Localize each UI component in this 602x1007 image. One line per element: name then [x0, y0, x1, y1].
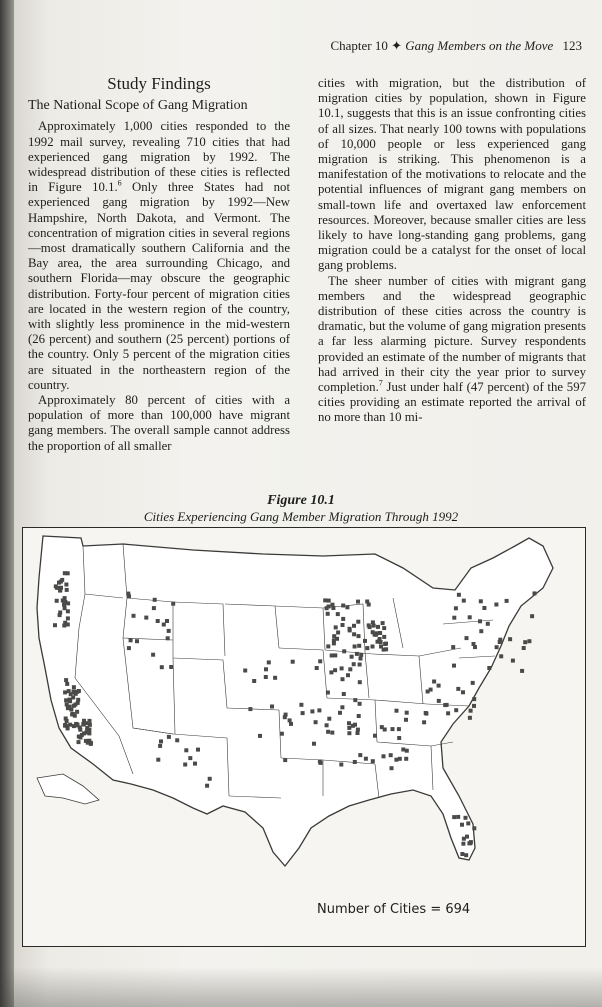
city-marker [330, 654, 334, 658]
city-marker [353, 723, 357, 727]
city-marker [333, 668, 337, 672]
city-marker [472, 826, 476, 830]
city-marker [394, 758, 398, 762]
city-marker [252, 679, 256, 683]
city-marker [527, 639, 531, 643]
city-marker [359, 653, 363, 657]
city-marker [487, 666, 491, 670]
city-marker [401, 748, 405, 752]
city-marker [55, 599, 59, 603]
city-marker [356, 600, 360, 604]
city-marker [472, 704, 476, 708]
city-marker [382, 626, 386, 630]
city-marker [273, 676, 277, 680]
paragraph [28, 393, 290, 454]
city-marker [347, 731, 351, 735]
city-marker [196, 748, 200, 752]
paragraph [318, 76, 586, 274]
city-marker [469, 840, 473, 844]
city-marker [171, 602, 175, 606]
city-marker [326, 644, 330, 648]
city-marker [258, 734, 262, 738]
city-marker [64, 678, 68, 682]
figure-caption: Cities Experiencing Gang Member Migration Through 1992 [143, 509, 459, 524]
city-marker [523, 640, 527, 644]
city-marker [460, 852, 464, 856]
city-marker [358, 753, 362, 757]
city-marker [505, 599, 509, 603]
city-marker [77, 740, 81, 744]
city-marker [291, 660, 295, 664]
city-marker [468, 615, 472, 619]
paragraph [318, 274, 586, 426]
city-marker [65, 682, 69, 686]
city-marker [86, 741, 90, 745]
city-marker [472, 697, 476, 701]
subsection-title: The National Scope of Gang Migration [28, 98, 248, 114]
city-marker [446, 711, 450, 715]
city-marker [364, 757, 368, 761]
city-marker [318, 659, 322, 663]
city-marker [326, 730, 330, 734]
page-number: 123 [562, 38, 582, 53]
city-marker [404, 718, 408, 722]
city-marker [347, 726, 351, 730]
city-marker [357, 714, 361, 718]
city-marker [310, 709, 314, 713]
city-marker [353, 698, 357, 702]
city-marker [466, 821, 470, 825]
city-marker [495, 645, 499, 649]
city-marker [323, 598, 327, 602]
city-marker [464, 853, 468, 857]
city-marker [62, 603, 66, 607]
count-value: 694 [445, 902, 471, 917]
city-marker [486, 622, 490, 626]
city-marker [452, 616, 456, 620]
city-marker [81, 722, 85, 726]
city-marker [66, 706, 70, 710]
city-marker [345, 605, 349, 609]
city-marker [288, 718, 292, 722]
city-marker [462, 837, 466, 841]
city-marker [162, 623, 166, 627]
city-marker [424, 711, 428, 715]
city-marker [339, 763, 343, 767]
city-marker [165, 619, 169, 623]
city-marker [382, 635, 386, 639]
city-marker [62, 624, 66, 628]
city-marker [208, 777, 212, 781]
city-marker [357, 634, 361, 638]
city-marker [461, 842, 465, 846]
count-text: Number of Cities [317, 902, 427, 917]
city-marker [346, 673, 350, 677]
city-marker [348, 627, 352, 631]
city-marker [243, 669, 247, 673]
city-marker [508, 637, 512, 641]
figure-title: Figure 10.1 [267, 493, 335, 508]
section-title: Study Findings [107, 74, 211, 93]
city-marker [66, 616, 70, 620]
city-marker [336, 612, 340, 616]
city-marker [152, 606, 156, 610]
city-marker [352, 662, 356, 666]
city-marker [135, 639, 139, 643]
city-marker [158, 744, 162, 748]
city-marker [342, 692, 346, 696]
city-marker [54, 584, 58, 588]
city-marker [363, 639, 367, 643]
city-marker [494, 603, 498, 607]
city-marker [367, 603, 371, 607]
city-marker [352, 624, 356, 628]
city-marker [405, 711, 409, 715]
city-marker [73, 714, 77, 718]
city-marker [498, 640, 502, 644]
city-marker [499, 654, 503, 658]
city-marker [183, 763, 187, 767]
city-marker [341, 623, 345, 627]
city-marker [331, 603, 335, 607]
city-marker [352, 632, 356, 636]
city-marker [333, 653, 337, 657]
hawaii-inset [37, 774, 99, 804]
running-head [330, 38, 582, 54]
city-marker [65, 588, 69, 592]
city-marker [378, 631, 382, 635]
city-marker [390, 766, 394, 770]
city-marker [368, 625, 372, 629]
city-marker [452, 664, 456, 668]
city-marker [468, 716, 472, 720]
city-marker [389, 753, 393, 757]
city-marker [64, 717, 68, 721]
city-marker [64, 583, 68, 587]
city-marker [520, 669, 524, 673]
city-marker [175, 738, 179, 742]
us-map [23, 528, 585, 946]
city-marker [327, 605, 331, 609]
city-marker [336, 631, 340, 635]
city-marker [66, 571, 70, 575]
left-text-column [28, 76, 290, 454]
city-marker [67, 689, 71, 693]
city-marker [437, 699, 441, 703]
city-marker [280, 732, 284, 736]
city-marker [461, 690, 465, 694]
city-marker [166, 636, 170, 640]
city-marker [465, 636, 469, 640]
paragraph-text: cities with migration, but the distribution of migration cities by population, shown in Figure 10.1, suggests that this is an issue confronting cities of all sizes. That nearly 100 towns with populations of 10,000 people or less experienced gang migration is striking. This phenomenon is a manifestation of the motivations to relocate and the potential influences of migrant gang members on small-town life and overtaxed law enforcement resources. Moreover, because smaller cities are less likely to have long-standing gang problems, gang migration could be a catalyst for the onset of local gang problems. [318, 76, 586, 273]
city-marker [353, 760, 357, 764]
city-marker [511, 659, 515, 663]
city-marker [381, 621, 385, 625]
city-marker [53, 623, 57, 627]
city-marker [283, 758, 287, 762]
city-marker [371, 759, 375, 763]
city-marker [356, 620, 360, 624]
paragraph-text: Approximately 80 percent of cities with a population of more than 100,000 have migrant gang members. The overall sample cannot address the proportion of all smaller [28, 393, 290, 453]
city-marker [330, 731, 334, 735]
city-marker [340, 666, 344, 670]
city-marker [289, 722, 293, 726]
city-marker [160, 665, 164, 669]
city-marker [335, 637, 339, 641]
city-marker [469, 709, 473, 713]
city-marker [75, 710, 79, 714]
city-marker [359, 657, 363, 661]
city-marker [462, 599, 466, 603]
city-marker [248, 707, 252, 711]
city-marker [129, 638, 133, 642]
city-marker [460, 823, 464, 827]
city-marker [58, 589, 62, 593]
city-marker [383, 642, 387, 646]
paragraph-text: The sheer number of cities with migrant gang members and the widespread geographic distribution of these cities across the country is dramatic, but the volume of gang migration presents a far less alarming picture. Survey respondents provided an estimate of the number of migrants that had arrived in their city the year prior to survey completion. [318, 273, 586, 395]
city-marker [264, 675, 268, 679]
city-marker [372, 624, 376, 628]
paragraph-text: Only three States had not experienced gang migration by 1992—New Hampshire, North Dakota, and Vermont. The concentration of migration cities in several regions—most dramatically southern California and the Bay area, the area surrounding Chicago, and southern Florida—may obscure the geographic distribution. Forty-four percent of migration cities are located in the western region of the country, with slightly less prominence in the mid-western (26 percent) and southern (25 percent) portions of the country. Only 5 percent of the migration cities are situated in the northeastern region of the country. [28, 180, 291, 392]
city-marker [188, 756, 192, 760]
city-marker [464, 816, 468, 820]
city-marker [404, 757, 408, 761]
city-marker [341, 617, 345, 621]
city-marker [169, 665, 173, 669]
footnote-marker: 6 [117, 178, 122, 188]
city-marker [144, 616, 148, 620]
city-marker [533, 591, 537, 595]
city-marker [315, 666, 319, 670]
city-marker [382, 754, 386, 758]
city-marker [76, 698, 80, 702]
city-marker [312, 742, 316, 746]
city-marker [78, 726, 82, 730]
city-marker [65, 703, 69, 707]
city-marker [159, 739, 163, 743]
city-marker [299, 703, 303, 707]
city-marker [326, 691, 330, 695]
city-marker [358, 663, 362, 667]
city-marker [371, 645, 375, 649]
city-marker [454, 708, 458, 712]
city-marker [437, 684, 441, 688]
city-marker [350, 655, 354, 659]
city-marker [429, 688, 433, 692]
city-marker [88, 719, 92, 723]
city-marker [376, 625, 380, 629]
city-marker [482, 606, 486, 610]
city-marker [156, 758, 160, 762]
city-marker [338, 711, 342, 715]
city-marker [61, 599, 65, 603]
city-marker [358, 702, 362, 706]
right-text-column [318, 76, 586, 426]
paragraph-text: Approximately 1,000 cities responded to the 1992 mail survey, revealing 710 cities that had experienced gang migration by 1992. The widespread distribution of these cities is reflected in Figure 10.1. [28, 119, 290, 195]
city-marker [66, 726, 70, 730]
city-marker [365, 646, 369, 650]
city-marker [88, 723, 92, 727]
city-marker [325, 723, 329, 727]
city-marker [478, 619, 482, 623]
city-marker [63, 690, 67, 694]
city-marker [405, 749, 409, 753]
city-marker [395, 709, 399, 713]
paragraph-text: Just under half (47 percent) of the 597 cities providing an estimate reported the arrival of no more than 10 mi- [318, 380, 586, 425]
city-marker [471, 681, 475, 685]
city-marker [473, 645, 477, 649]
city-marker [72, 724, 76, 728]
city-marker [167, 735, 171, 739]
city-marker [522, 646, 526, 650]
city-marker [479, 599, 483, 603]
city-count-label [317, 902, 470, 917]
city-marker [457, 593, 461, 597]
city-marker [358, 680, 362, 684]
city-marker [422, 720, 426, 724]
city-marker [66, 601, 70, 605]
city-marker [348, 667, 352, 671]
city-marker [353, 645, 357, 649]
city-marker [329, 670, 333, 674]
city-marker [60, 578, 64, 582]
city-marker [127, 594, 131, 598]
city-marker [264, 667, 268, 671]
us-map-figure [22, 527, 586, 947]
page-bottom-shadow [0, 967, 602, 1007]
city-marker [327, 717, 331, 721]
city-marker [71, 696, 75, 700]
city-marker [347, 721, 351, 725]
city-marker [452, 815, 456, 819]
city-marker [340, 705, 344, 709]
city-marker [356, 731, 360, 735]
city-marker [391, 727, 395, 731]
city-marker [530, 614, 534, 618]
city-marker [377, 639, 381, 643]
city-marker [68, 698, 72, 702]
city-marker [75, 690, 79, 694]
city-marker [301, 711, 305, 715]
city-marker [73, 703, 77, 707]
city-marker [127, 646, 131, 650]
city-marker [451, 645, 455, 649]
city-marker [64, 698, 68, 702]
city-marker [326, 612, 330, 616]
city-marker [319, 761, 323, 765]
city-marker [205, 784, 209, 788]
city-marker [69, 708, 73, 712]
city-marker [193, 762, 197, 766]
city-marker [314, 720, 318, 724]
city-marker [456, 687, 460, 691]
city-marker [151, 653, 155, 657]
city-marker [479, 629, 483, 633]
count-equals: = [430, 902, 442, 917]
city-marker [58, 611, 62, 615]
city-marker [341, 604, 345, 608]
city-marker [72, 685, 76, 689]
city-marker [357, 644, 361, 648]
city-marker [132, 614, 136, 618]
city-marker [384, 647, 388, 651]
city-marker [153, 598, 157, 602]
city-marker [267, 660, 271, 664]
city-marker [432, 680, 436, 684]
paragraph [28, 119, 290, 393]
chapter-label: Chapter 10 ✦ [330, 38, 402, 53]
city-marker [68, 723, 72, 727]
city-marker [397, 727, 401, 731]
city-marker [184, 748, 188, 752]
city-marker [341, 677, 345, 681]
chapter-title: Gang Members on the Move [405, 38, 554, 53]
city-marker [373, 734, 377, 738]
city-marker [397, 736, 401, 740]
city-marker [317, 708, 321, 712]
city-marker [270, 705, 274, 709]
city-marker [327, 599, 331, 603]
city-marker [355, 652, 359, 656]
footnote-marker: 7 [378, 378, 383, 388]
city-marker [156, 619, 160, 623]
city-marker [283, 715, 287, 719]
city-marker [456, 815, 460, 819]
city-marker [383, 728, 387, 732]
city-marker [167, 629, 171, 633]
city-marker [66, 609, 70, 613]
city-marker [454, 606, 458, 610]
city-marker [84, 731, 88, 735]
city-marker [334, 625, 338, 629]
city-marker [443, 703, 447, 707]
city-marker [342, 649, 346, 653]
